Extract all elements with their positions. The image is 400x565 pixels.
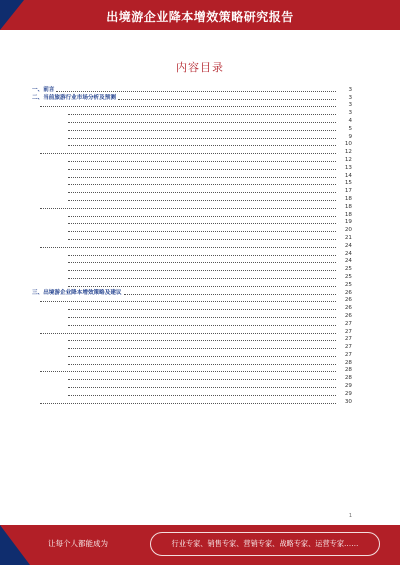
toc-entry-page: 10 <box>344 141 352 148</box>
toc-entry[interactable] <box>32 225 352 233</box>
toc-entry-page: 5 <box>348 125 352 132</box>
toc-entry-page: 27 <box>344 336 352 343</box>
toc-entry[interactable] <box>32 373 352 381</box>
toc-entry-page: 26 <box>344 289 352 296</box>
toc-entry[interactable] <box>32 93 352 101</box>
toc-entry-label: 一、前言 <box>32 86 55 93</box>
toc-entry-page: 9 <box>348 133 352 140</box>
toc-dot-leader <box>68 169 336 170</box>
toc-entry-page: 27 <box>344 344 352 351</box>
toc-dot-leader <box>68 262 336 263</box>
toc-entry-page: 28 <box>344 359 352 366</box>
table-of-contents <box>32 85 352 405</box>
toc-entry-page: 26 <box>344 312 352 319</box>
toc-entry-page: 25 <box>344 266 352 273</box>
toc-entry-page: 4 <box>348 117 352 124</box>
page-number: 1 <box>348 513 352 519</box>
toc-dot-leader <box>68 239 336 240</box>
toc-dot-leader <box>68 192 336 193</box>
toc-entry-page: 14 <box>344 172 352 179</box>
toc-entry-label: 三、出境游企业降本增效策略及建议 <box>32 289 122 296</box>
toc-entry[interactable] <box>32 249 352 257</box>
toc-dot-leader <box>40 153 336 154</box>
toc-dot-leader <box>68 177 336 178</box>
toc-entry-page: 28 <box>344 375 352 382</box>
toc-dot-leader <box>68 387 336 388</box>
toc-entry[interactable] <box>32 116 352 124</box>
toc-entry[interactable] <box>32 179 352 187</box>
toc-dot-leader <box>40 333 336 334</box>
toc-entry-page: 27 <box>344 328 352 335</box>
toc-entry-page: 29 <box>344 390 352 397</box>
toc-entry-page: 25 <box>344 281 352 288</box>
toc-entry[interactable] <box>32 140 352 148</box>
toc-dot-leader <box>68 145 336 146</box>
toc-entry[interactable] <box>32 241 352 249</box>
toc-entry[interactable] <box>32 264 352 272</box>
toc-entry-page: 26 <box>344 305 352 312</box>
toc-dot-leader <box>68 356 336 357</box>
toc-entry-page: 29 <box>344 383 352 390</box>
toc-entry[interactable] <box>32 155 352 163</box>
toc-entry-page: 19 <box>344 219 352 226</box>
toc-dot-leader <box>56 91 336 92</box>
toc-dot-leader <box>68 317 336 318</box>
toc-entry[interactable] <box>32 335 352 343</box>
toc-entry[interactable] <box>32 296 352 304</box>
toc-entry[interactable] <box>32 85 352 93</box>
toc-entry[interactable] <box>32 366 352 374</box>
toc-entry-label: 二、当前旅游行业市场分析及预测 <box>32 94 116 101</box>
toc-entry[interactable] <box>32 124 352 132</box>
toc-entry[interactable] <box>32 202 352 210</box>
toc-entry-page: 18 <box>344 195 352 202</box>
toc-dot-leader <box>68 255 336 256</box>
toc-heading: 内容目录 <box>176 61 224 74</box>
toc-dot-leader <box>68 231 336 232</box>
toc-entry[interactable] <box>32 171 352 179</box>
toc-entry[interactable] <box>32 218 352 226</box>
toc-entry-page: 3 <box>348 110 352 117</box>
toc-dot-leader <box>68 130 336 131</box>
toc-entry[interactable] <box>32 350 352 358</box>
toc-dot-leader <box>40 106 336 107</box>
toc-dot-leader <box>68 200 336 201</box>
toc-dot-leader <box>68 270 336 271</box>
toc-entry[interactable] <box>32 132 352 140</box>
toc-entry[interactable] <box>32 389 352 397</box>
toc-entry-page: 26 <box>344 297 352 304</box>
toc-entry[interactable] <box>32 147 352 155</box>
toc-entry-page: 24 <box>344 242 352 249</box>
toc-dot-leader <box>68 364 336 365</box>
toc-dot-leader <box>68 223 336 224</box>
toc-entry[interactable] <box>32 257 352 265</box>
footer-bar <box>0 525 400 565</box>
toc-entry[interactable] <box>32 311 352 319</box>
toc-entry-page: 18 <box>344 203 352 210</box>
toc-entry-page: 25 <box>344 273 352 280</box>
toc-dot-leader <box>68 122 336 123</box>
toc-entry-page: 28 <box>344 367 352 374</box>
toc-entry[interactable] <box>32 163 352 171</box>
toc-dot-leader <box>68 278 336 279</box>
toc-dot-leader <box>68 184 336 185</box>
toc-entry[interactable] <box>32 233 352 241</box>
toc-dot-leader <box>40 208 336 209</box>
toc-entry-page: 17 <box>344 188 352 195</box>
toc-entry[interactable] <box>32 358 352 366</box>
toc-dot-leader <box>40 371 336 372</box>
footer-roles: 行业专家、销售专家、营销专家、战略专家、运营专家…… <box>150 532 380 556</box>
toc-entry-page: 27 <box>344 351 352 358</box>
toc-dot-leader <box>40 247 336 248</box>
toc-entry-page: 30 <box>344 398 352 405</box>
toc-entry[interactable] <box>32 101 352 109</box>
toc-entry[interactable] <box>32 272 352 280</box>
toc-dot-leader <box>68 348 336 349</box>
toc-entry-page: 3 <box>348 94 352 101</box>
toc-entry-page: 20 <box>344 227 352 234</box>
toc-dot-leader <box>40 301 336 302</box>
toc-dot-leader <box>40 403 336 404</box>
toc-dot-leader <box>68 161 336 162</box>
toc-entry[interactable] <box>32 108 352 116</box>
toc-entry-page: 12 <box>344 149 352 156</box>
toc-entry-page: 3 <box>348 86 352 93</box>
toc-dot-leader <box>68 138 336 139</box>
toc-entry[interactable] <box>32 342 352 350</box>
toc-entry[interactable] <box>32 210 352 218</box>
footer-flag-accent <box>0 525 30 565</box>
toc-entry[interactable] <box>32 327 352 335</box>
toc-dot-leader <box>124 294 336 295</box>
footer-slogan: 让每个人都能成为 <box>48 539 108 548</box>
toc-entry[interactable] <box>32 194 352 202</box>
toc-entry[interactable] <box>32 186 352 194</box>
toc-entry-page: 3 <box>348 102 352 109</box>
toc-entry-page: 21 <box>344 234 352 241</box>
toc-entry[interactable] <box>32 397 352 405</box>
toc-entry[interactable] <box>32 303 352 311</box>
report-title: 出境游企业降本增效策略研究报告 <box>106 10 294 24</box>
toc-entry-page: 18 <box>344 211 352 218</box>
toc-dot-leader <box>68 395 336 396</box>
toc-dot-leader <box>68 325 336 326</box>
toc-entry[interactable] <box>32 319 352 327</box>
toc-entry-page: 13 <box>344 164 352 171</box>
toc-dot-leader <box>68 114 336 115</box>
toc-entry[interactable] <box>32 288 352 296</box>
toc-entry-page: 24 <box>344 258 352 265</box>
toc-dot-leader <box>68 216 336 217</box>
toc-dot-leader <box>68 286 336 287</box>
toc-entry-page: 27 <box>344 320 352 327</box>
header-bar <box>0 0 400 30</box>
toc-dot-leader <box>68 309 336 310</box>
toc-entry[interactable] <box>32 280 352 288</box>
toc-entry-page: 24 <box>344 250 352 257</box>
toc-entry-page: 12 <box>344 156 352 163</box>
toc-dot-leader <box>68 379 336 380</box>
toc-dot-leader <box>68 340 336 341</box>
toc-dot-leader <box>118 99 336 100</box>
toc-entry-page: 15 <box>344 180 352 187</box>
toc-entry[interactable] <box>32 381 352 389</box>
